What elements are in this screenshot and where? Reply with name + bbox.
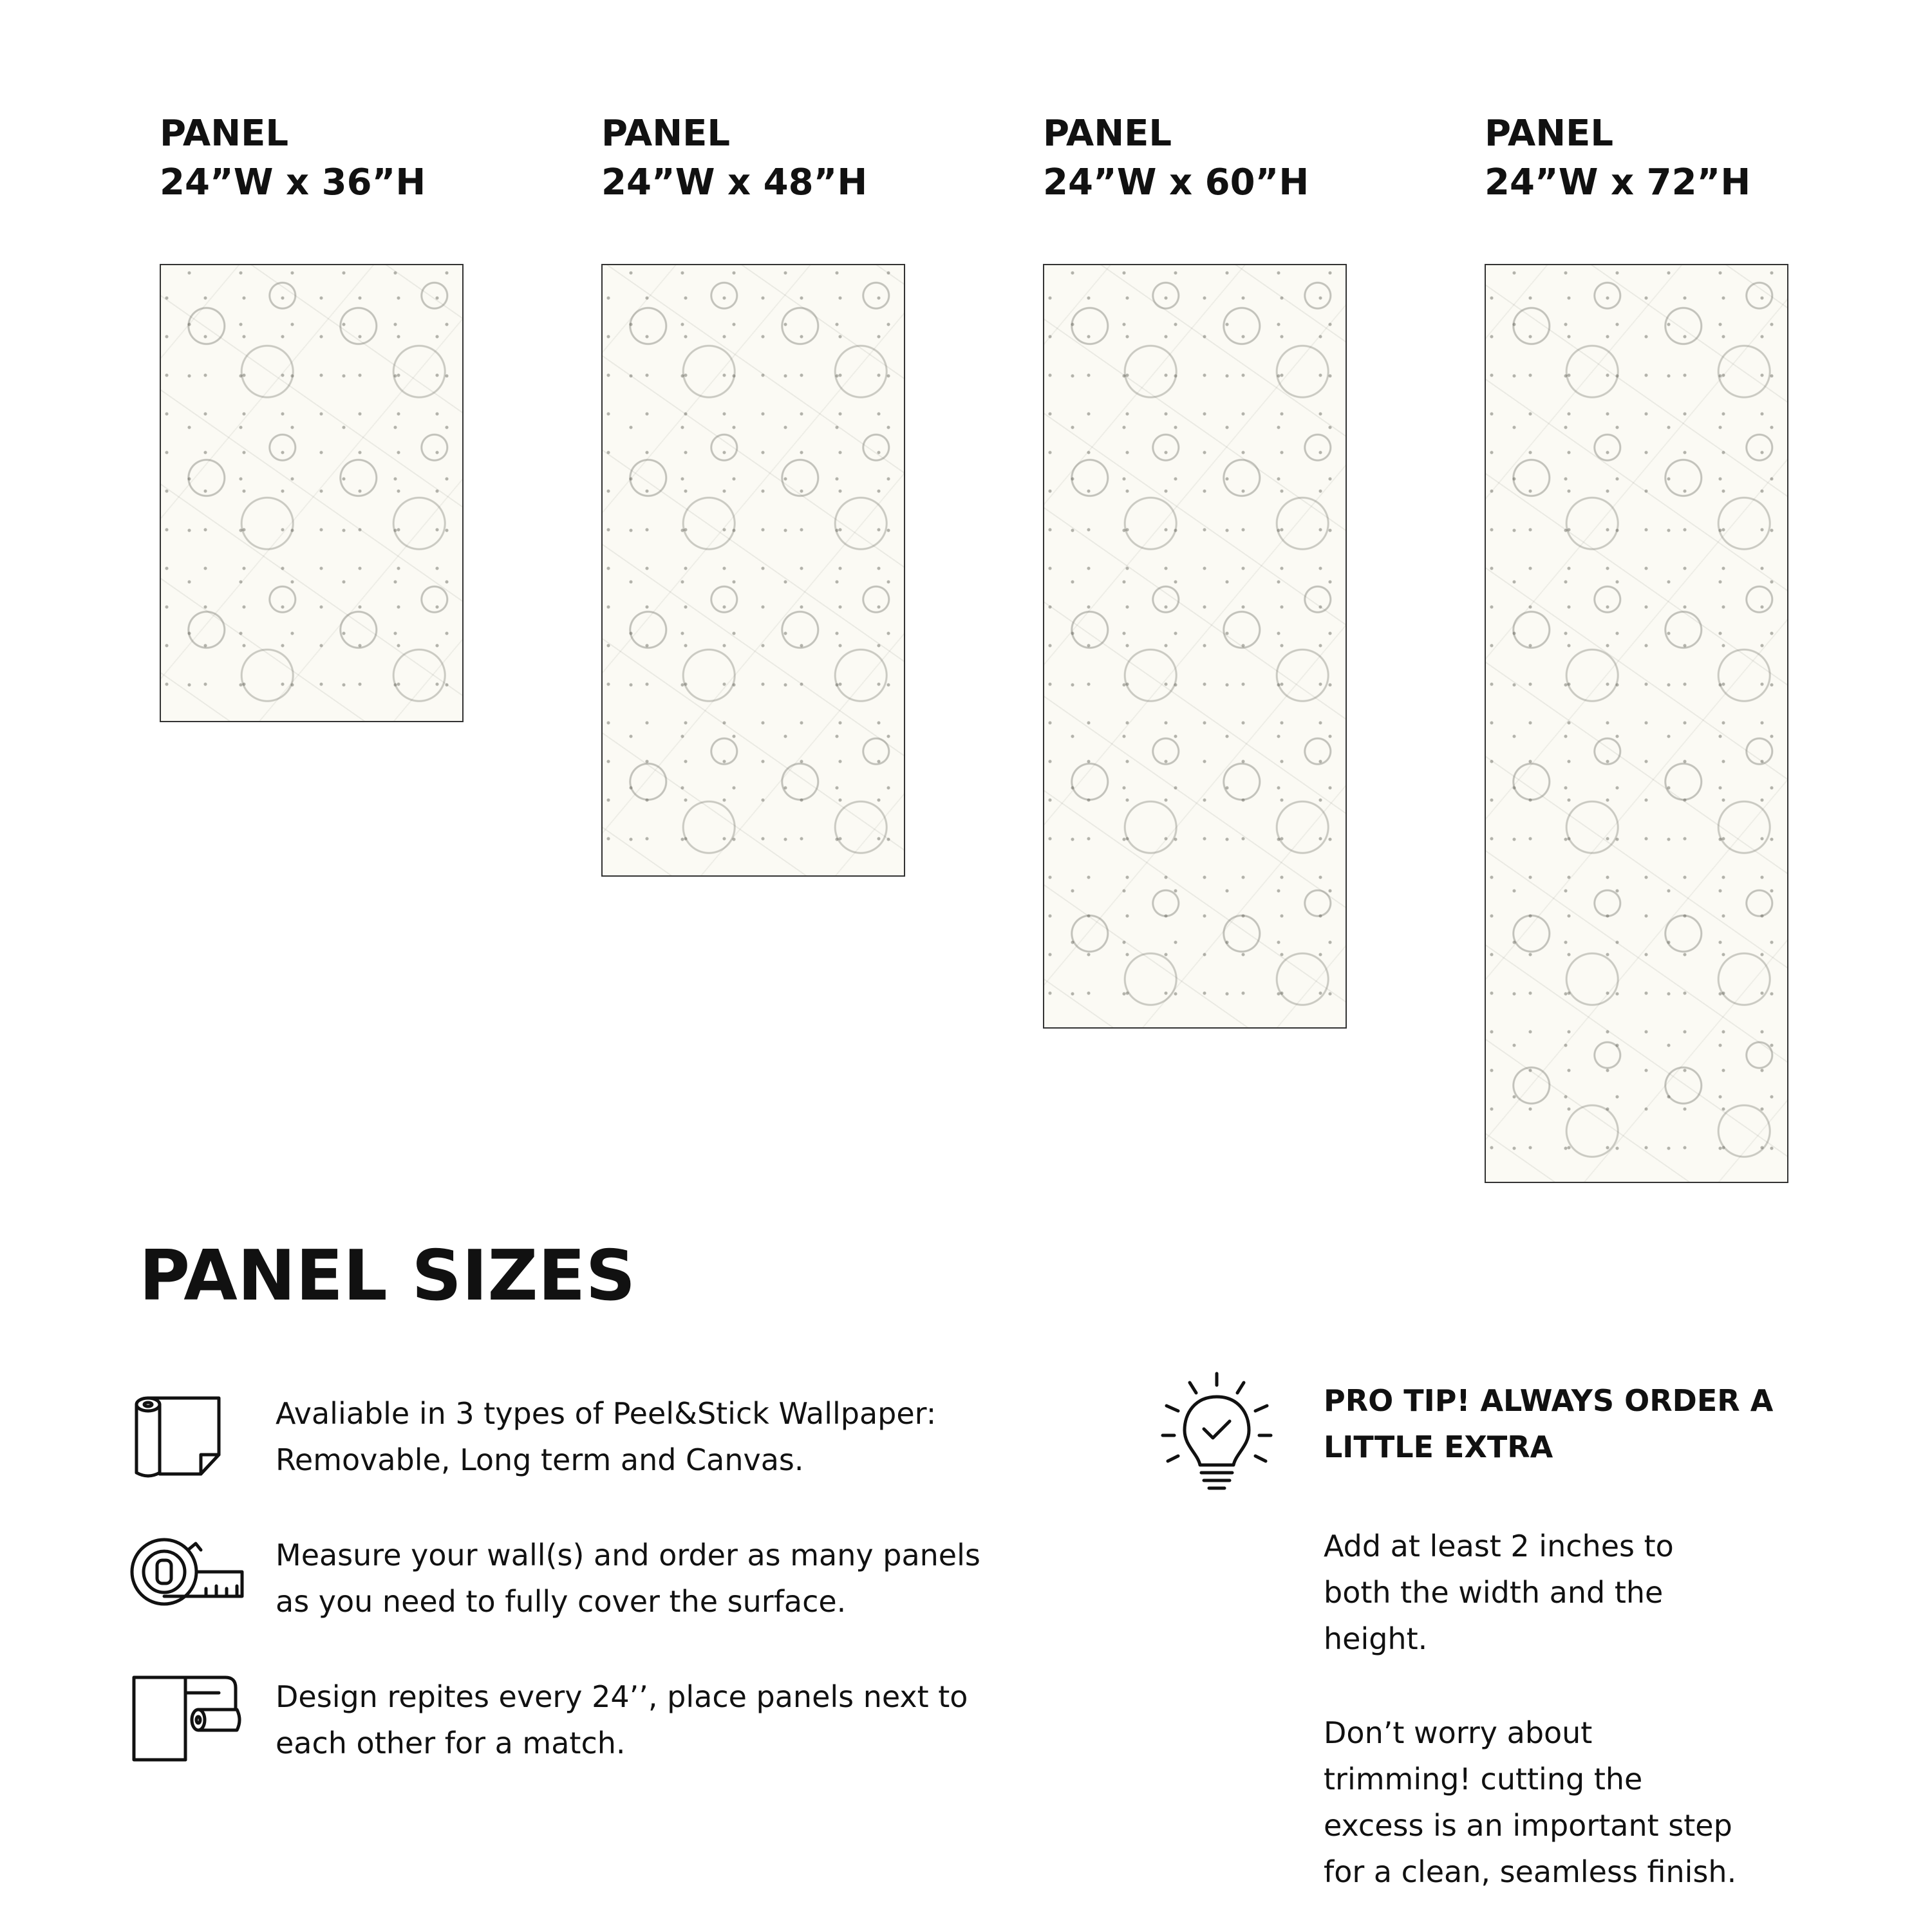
tape-measure-icon	[129, 1532, 245, 1628]
wallpaper-roll-icon	[129, 1390, 245, 1487]
tip-line: both the width and the	[1324, 1575, 1664, 1610]
panel-36	[160, 109, 546, 207]
panel-preview-image	[601, 264, 905, 877]
panel-72	[1485, 109, 1871, 207]
panel-roll-icon	[129, 1674, 245, 1770]
feature-text	[276, 1674, 1125, 1766]
lightbulb-check-icon	[1159, 1371, 1275, 1500]
section-heading: PANEL SIZES	[139, 1236, 636, 1316]
feature-line: Removable, Long term and Canvas.	[276, 1442, 804, 1477]
feature-line: Measure your wall(s) and order as many panels	[276, 1538, 980, 1572]
feature-line: Avaliable in 3 types of Peel&Stick Wallpaper:	[276, 1396, 937, 1431]
panel-label-title: PANEL	[601, 113, 731, 154]
tip-line: for a clean, seamless finish.	[1324, 1854, 1737, 1889]
feature-line: as you need to fully cover the surface.	[276, 1584, 847, 1619]
panel-label-size: 24”W x 48”H	[601, 162, 868, 203]
panel-label-size: 24”W x 36”H	[160, 162, 426, 203]
panel-label-title: PANEL	[1485, 113, 1614, 154]
tip-paragraph	[1324, 1523, 1903, 1662]
tip-line: Add at least 2 inches to	[1324, 1529, 1674, 1563]
feature-item	[129, 1532, 1120, 1648]
tip-title-line: LITTLE EXTRA	[1324, 1430, 1553, 1464]
panel-preview-image	[1485, 264, 1788, 1183]
feature-item	[129, 1674, 1120, 1789]
tip-line: height.	[1324, 1621, 1428, 1656]
tip-paragraph	[1324, 1710, 1903, 1895]
panel-48	[601, 109, 988, 207]
panel-preview-image	[160, 264, 464, 722]
feature-item	[129, 1390, 1120, 1506]
feature-text	[276, 1532, 1125, 1625]
panel-label-size: 24”W x 72”H	[1485, 162, 1751, 203]
tip-line: Don’t worry about	[1324, 1715, 1593, 1750]
feature-line: Design repites every 24’’, place panels next to	[276, 1679, 968, 1714]
tip-line: excess is an important step	[1324, 1808, 1732, 1843]
panel-preview-image	[1043, 264, 1347, 1029]
feature-line: each other for a match.	[276, 1726, 626, 1760]
panel-60	[1043, 109, 1429, 207]
panel-label-title: PANEL	[1043, 113, 1172, 154]
panel-label-size: 24”W x 60”H	[1043, 162, 1309, 203]
feature-text	[276, 1390, 1125, 1483]
tip-title	[1324, 1377, 1903, 1470]
tip-title-line: PRO TIP! ALWAYS ORDER A	[1324, 1383, 1774, 1418]
panel-label-title: PANEL	[160, 113, 289, 154]
tip-line: trimming! cutting the	[1324, 1762, 1643, 1796]
